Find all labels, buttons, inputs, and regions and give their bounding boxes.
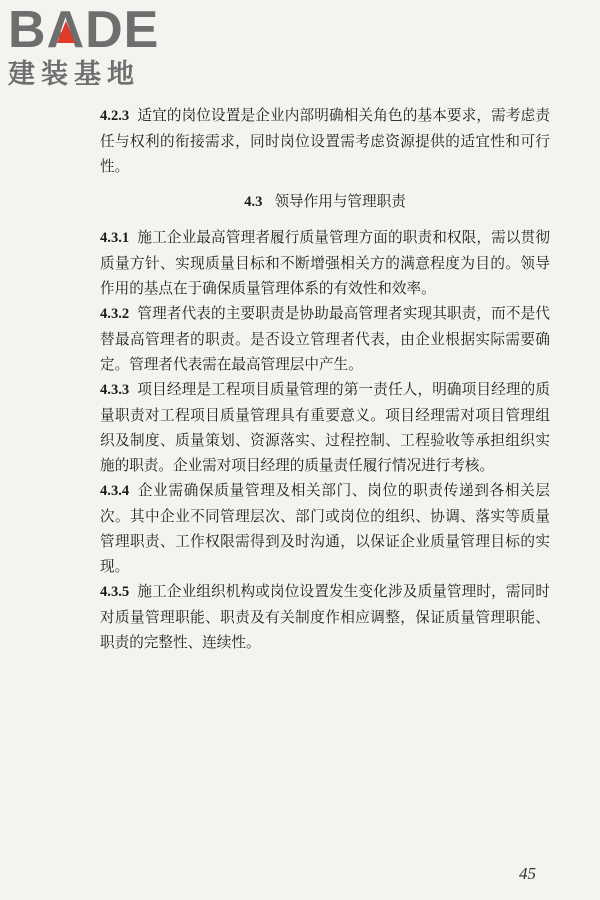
clause-4-3-4 (100, 478, 550, 579)
logo-letter-b: B (8, 1, 47, 59)
clause-4-3-5 (100, 579, 550, 655)
clause-text: 适宜的岗位设置是企业内部明确相关角色的基本要求，需考虑责任与权利的衔接需求，同时岗位设置需考虑资源提供的适宜性和可行性。 (100, 107, 550, 175)
logo-letters-de: DE (85, 1, 160, 59)
clause-number: 4.3.5 (100, 584, 130, 600)
clause-text: 企业需确保质量管理及相关部门、岗位的职责传递到各相关层次。其中企业不同管理层次、部门或岗位的组织、协调、落实等质量管理职责、工作权限需得到及时沟通，以保证企业质量管理目标的实现。 (100, 482, 550, 575)
clause-4-3-3 (100, 377, 550, 478)
section-heading (100, 189, 550, 215)
page-number: 45 (519, 864, 536, 883)
logo-triangle-icon (57, 21, 75, 43)
clause-4-3-2 (100, 301, 550, 377)
clause-text: 施工企业组织机构或岗位设置发生变化涉及质量管理时，需同时对质量管理职能、职责及有关制度作相应调整，保证质量管理职能、职责的完整性、连续性。 (100, 583, 550, 651)
section-number: 4.3 (244, 194, 263, 210)
clause-4-2-3 (100, 103, 550, 179)
logo-wordmark (8, 1, 160, 59)
logo-subtitle: 建装基地 (8, 59, 140, 90)
clause-number: 4.3.4 (100, 483, 130, 499)
clause-text: 施工企业最高管理者履行质量管理方面的职责和权限，需以贯彻质量方针、实现质量目标和不断增强相关方的满意程度为目的。领导作用的基点在于确保质量管理体系的有效性和效率。 (100, 229, 550, 297)
clause-number: 4.2.3 (100, 108, 130, 124)
clause-number: 4.3.2 (100, 306, 130, 322)
clause-text: 管理者代表的主要职责是协助最高管理者实现其职责，而不是代替最高管理者的职责。是否设立管理者代表，由企业根据实际需要确定。管理者代表需在最高管理层中产生。 (100, 305, 550, 373)
section-title: 领导作用与管理职责 (274, 193, 406, 210)
document-body (100, 103, 550, 655)
clause-text: 项目经理是工程项目质量管理的第一责任人，明确项目经理的质量职责对工程项目质量管理具有重要意义。项目经理需对项目管理组织及制度、质量策划、资源落实、过程控制、工程验收等承担组织实施的职责。企业需对项目经理的质量责任履行情况进行考核。 (100, 381, 550, 474)
clause-number: 4.3.3 (100, 382, 130, 398)
brand-logo (8, 1, 178, 99)
clause-number: 4.3.1 (100, 230, 130, 246)
logo-letter-a: A (46, 1, 86, 59)
clause-4-3-1 (100, 225, 550, 301)
